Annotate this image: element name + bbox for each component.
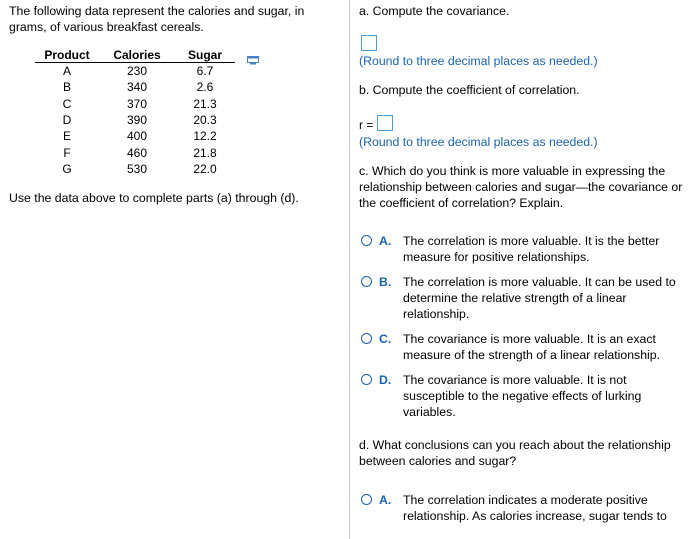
copy-table-icon[interactable] (247, 52, 259, 61)
covariance-input[interactable] (361, 35, 377, 51)
cell-product: E (62, 129, 71, 144)
cell-product: D (62, 113, 72, 128)
table-row (35, 112, 235, 128)
option-text: The correlation is more valuable. It can be used to determine the relative strength of a linear relationship. (403, 275, 676, 321)
radio-button[interactable] (361, 235, 372, 246)
data-table (35, 47, 235, 177)
part-c-label: c. Which do you think is more valuable in expressing the relationship between calories and sugar—the covariance or the coefficient of correlation? Explain. (359, 164, 683, 210)
r-prefix: r = (359, 118, 374, 132)
option-letter: B. (379, 275, 392, 289)
option-text: The correlation indicates a moderate positive relationship. As calories increase, sugar tends to (403, 493, 667, 523)
cell-product: B (62, 80, 71, 95)
part-a-label: a. Compute the covariance. (359, 4, 510, 18)
option-letter: A. (379, 234, 392, 248)
part-b-hint: (Round to three decimal places as needed.) (359, 135, 598, 149)
cell-calories: 230 (126, 64, 148, 79)
cell-sugar: 20.3 (193, 113, 217, 128)
part-d-label: d. What conclusions can you reach about the relationship between calories and sugar? (359, 438, 671, 468)
header-calories: Calories (99, 47, 175, 63)
part-a-hint: (Round to three decimal places as needed.) (359, 54, 598, 68)
radio-button[interactable] (361, 276, 372, 287)
cell-calories: 390 (126, 113, 148, 128)
table-row (35, 63, 235, 80)
option-letter: C. (379, 332, 392, 346)
question-pane (350, 0, 693, 539)
problem-intro: The following data represent the calories and sugar, in grams, of various breakfast cereals. (9, 4, 305, 34)
option-text: The correlation is more valuable. It is the better measure for positive relationships. (403, 234, 660, 264)
cell-calories: 370 (126, 96, 148, 111)
table-row (35, 161, 235, 177)
radio-button[interactable] (361, 494, 372, 505)
table-row (35, 144, 235, 160)
cell-sugar: 22.0 (193, 161, 217, 176)
table-row (35, 96, 235, 112)
cell-product: C (62, 96, 72, 111)
option-text: The covariance is more valuable. It is an exact measure of the strength of a linear relationship. (403, 332, 661, 362)
part-b-label: b. Compute the coefficient of correlation. (359, 83, 580, 97)
header-product: Product (35, 47, 99, 63)
instruction-text: Use the data above to complete parts (a) through (d). (9, 191, 299, 205)
radio-button[interactable] (361, 374, 372, 385)
table-header-row (35, 47, 235, 63)
cell-calories: 460 (126, 145, 148, 160)
table-row (35, 79, 235, 95)
radio-button[interactable] (361, 333, 372, 344)
cell-sugar: 6.7 (196, 64, 214, 79)
cell-calories: 530 (126, 161, 148, 176)
option-text: The covariance is more valuable. It is not susceptible to the negative effects of lurking variables. (403, 373, 642, 419)
cell-calories: 400 (126, 129, 148, 144)
cell-sugar: 12.2 (193, 129, 217, 144)
option-letter: D. (379, 373, 392, 387)
table-row (35, 128, 235, 144)
cell-sugar: 21.8 (193, 145, 217, 160)
cell-product: G (62, 161, 72, 176)
cell-calories: 340 (126, 80, 148, 95)
correlation-input[interactable] (377, 115, 393, 131)
cell-product: A (62, 64, 71, 79)
cell-sugar: 2.6 (196, 80, 214, 95)
cell-sugar: 21.3 (193, 96, 217, 111)
option-letter: A. (379, 493, 392, 507)
header-sugar: Sugar (175, 47, 235, 63)
cell-product: F (63, 145, 71, 160)
